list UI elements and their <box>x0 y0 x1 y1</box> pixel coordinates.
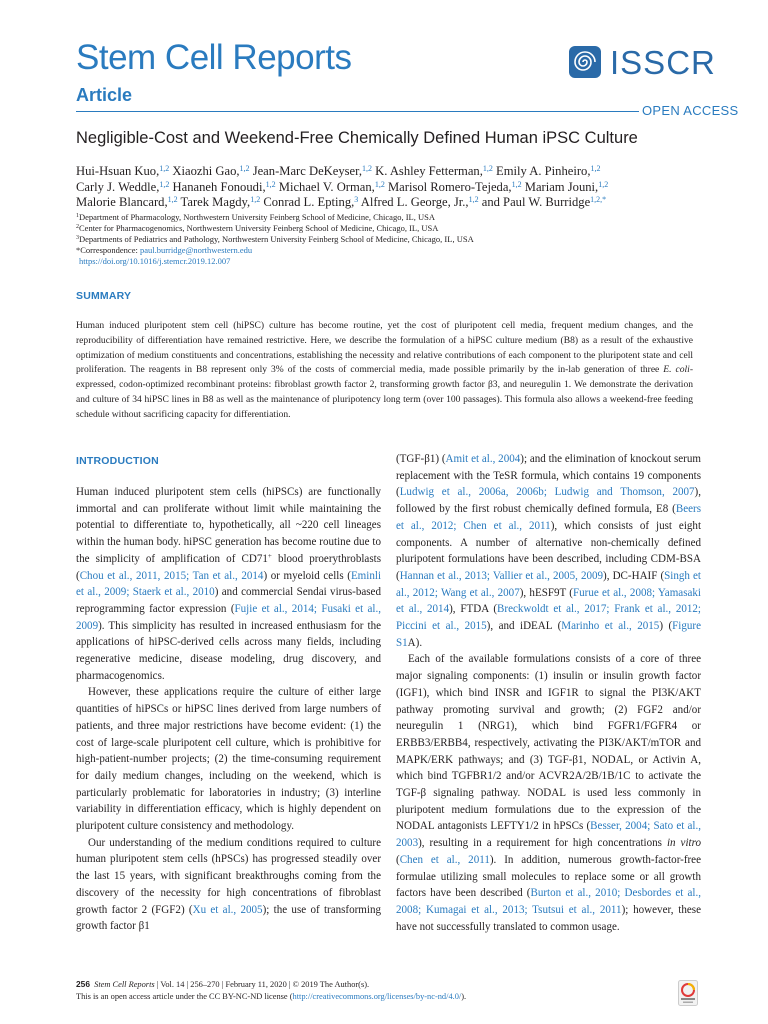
footer-citation: 256 Stem Cell Reports | Vol. 14 | 256–270 | February 11, 2020 | © 2019 The Author(s). <box>76 979 370 989</box>
author-name: Hui-Hsuan Kuo, <box>76 164 160 178</box>
author-name: Marisol Romero-Tejeda, <box>384 179 512 194</box>
doi-link[interactable]: https://doi.org/10.1016/j.stemcr.2019.12.007 <box>79 256 231 266</box>
author-name: Xiaozhi Gao, <box>169 164 240 178</box>
introduction-heading: INTRODUCTION <box>76 455 159 467</box>
author-name: Michael V. Orman, <box>275 179 375 194</box>
ref-link[interactable]: Hannan et al., 2013; Vallier et al., 2005, 2009 <box>399 569 604 582</box>
author-name: K. Ashley Fetterman, <box>371 164 483 178</box>
ref-link[interactable]: Fujie et al., 2014; Fusaki et al., 2009 <box>76 602 382 632</box>
ref-link[interactable]: Chou et al., 2011, 2015; Tan et al., 2014 <box>79 569 264 582</box>
footer-license: This is an open access article under the CC BY-NC-ND license (http://creativecommons.org/licenses/by-nc-nd/4.0/). <box>76 991 467 1001</box>
intro-paragraph-2: However, these applications require the culture of either large quantities of hiPSCs or hiPSC lines derived from large numbers of patients, and three major restrictions have become evident: (1) the cost of large-scale pluripotent cell culture, which is prohibitive for high-patient-number projects; (2) the time-consuming requirement for daily medium changes, including on the weekend, which is particularly problematic for laboratories in industry; (3) interline variability in differentiation efficacy, which is highly dependent on pluripotent culture consistency and methodology. <box>76 686 381 833</box>
author-affiliation-mark: 1,2 <box>598 179 609 189</box>
correspondence <box>76 245 696 256</box>
author-list <box>76 164 696 211</box>
correspondence-email-link[interactable]: paul.burridge@northwestern.edu <box>139 245 253 255</box>
summary-heading-wrap <box>76 290 131 302</box>
affiliations <box>76 212 696 267</box>
ref-link[interactable]: Ludwig et al., 2006a, 2006b; Ludwig and Thomson, 2007 <box>399 486 695 499</box>
author-affiliation-mark: 1,2 <box>250 195 261 205</box>
ref-link[interactable]: Besser, 2004; Sato et al., 2003 <box>396 820 701 850</box>
author-name: Conrad L. Epting, <box>260 195 355 210</box>
article-title: Negligible-Cost and Weekend-Free Chemically Defined Human iPSC Culture <box>76 129 638 147</box>
author-name: and Paul W. Burridge <box>478 195 591 210</box>
ref-link[interactable]: Breckwoldt et al., 2017; Frank et al., 2012; Piccini et al., 2015 <box>396 603 701 633</box>
author-name: Tarek Magdy, <box>177 195 251 210</box>
author-affiliation-mark: 1,2 <box>167 195 178 205</box>
author-name: Carly J. Weddle, <box>76 179 160 194</box>
author-line-2 <box>76 180 696 196</box>
introduction-heading-wrap <box>76 455 159 467</box>
author-affiliation-mark: 1,2 <box>590 164 601 173</box>
article-type: Article <box>76 85 133 105</box>
author-affiliation-mark: 1,2,* <box>590 195 607 205</box>
author-name: Alfred L. George, Jr., <box>358 195 469 210</box>
check-for-updates-icon[interactable] <box>678 980 698 1006</box>
ref-link[interactable]: Singh et al., 2012; Wang et al., 2007 <box>396 569 701 599</box>
license-link[interactable]: http://creativecommons.org/licenses/by-nc-nd/4.0/ <box>292 991 462 1001</box>
author-name: Emily A. Pinheiro, <box>492 164 591 178</box>
left-column <box>76 484 381 935</box>
author-line-3 <box>76 195 696 211</box>
author-affiliation-mark: 1,2 <box>482 164 493 173</box>
ref-link[interactable]: Xu et al., 2005 <box>192 903 263 916</box>
intro-paragraph-3-continued: (TGF-β1) (Amit et al., 2004); and the elimination of knockout serum replacement with the TeSR formula, which contains 19 components (Ludwig et al., 2006a, 2006b; Ludwig and Thomson, 2007), followed by the first robust chemically defined formula, E8 (Beers et al., 2012; Chen et al., 2011), which consists of just eight components. A number of alternative non-chemically defined pluripotent formulations have been described, including CDM-BSA (Hannan et al., 2013; Vallier et al., 2005, 2009), DC-HAIF (Singh et al., 2012; Wang et al., 2007), hESF9T (Furue et al., 2008; Yamasaki et al., 2014), FTDA (Breckwoldt et al., 2017; Frank et al., 2012; Piccini et al., 2015), and iDEAL (Marinho et al., 2015) (Figure S1A). <box>396 453 702 649</box>
ref-link[interactable]: Beers et al., 2012; Chen et al., 2011 <box>396 503 701 532</box>
intro-paragraph-4: Each of the available formulations consists of a core of three major signaling components: (1) insulin or insulin growth factor (IGF1), which bind INSR and IGF1R to signal the PI3K/AKT pathway promoting survival and growth; (2) FGF2 and/or neuregulin 1 (NRG1), which bind FGFR1/FGFR4 or ERBB3/ERBB4, respectively, activating the PI3K/AKT/mTOR and MAPK/ERK pathways; and (3) TGF-β1, NODAL, or Activin A, which bind TGFBR1/2 and/or ACVR2A/2B/1B/1C to activate the TGF-β signaling pathway. NODAL is used less commonly in pluripotent medium formulations due to the expression of the NODAL antagonists LEFTY1/2 in hPSCs (Besser, 2004; Sato et al., 2003), resulting in a requirement for high concentrations in vitro (Chen et al., 2011). In addition, numerous growth-factor-free formulae utilizing small molecules to replace some or all growth factors have been described (Burton et al., 2010; Desbordes et al., 2008; Kumagai et al., 2013; Tsutsui et al., 2011); however, these have not successfully translated to common usage. <box>396 653 701 933</box>
intro-paragraph-1: Human induced pluripotent stem cells (hiPSCs) are functionally immortal and can proliferate without limit while maintaining the potential to differentiate to, hypothetically, all ~220 cell lineages within the human body. hiPSC generation has become routine due to the simplicity of amplification of CD71+ blood proerythroblasts (Chou et al., 2011, 2015; Tan et al., 2014) or myeloid cells (Eminli et al., 2009; Staerk et al., 2010) and commercial Sendai virus-based reprogramming factor expression (Fujie et al., 2014; Fusaki et al., 2009). This simplicity has resulted in increased enthusiasm for the applications of hiPSC-derived cells across many fields, including regenerative medicine, disease modeling, drug discovery, and pharmacogenomics. <box>76 486 382 682</box>
ref-link[interactable]: Chen et al., 2011 <box>399 853 490 866</box>
author-affiliation-mark: 1,2 <box>265 179 276 189</box>
ref-link[interactable]: Eminli et al., 2009; Staerk et al., 2010 <box>76 569 382 599</box>
isscr-logo-text: ISSCR <box>610 43 716 81</box>
author-name: Jean-Marc DeKeyser, <box>249 164 362 178</box>
author-affiliation-mark: 1,2 <box>468 195 479 205</box>
figure-link[interactable]: Figure S1 <box>396 620 701 649</box>
correspondence-label: *Correspondence: <box>76 245 140 255</box>
page-footer <box>76 979 696 1002</box>
author-line-1 <box>76 164 696 180</box>
page-number: 256 <box>76 979 90 989</box>
doi-line <box>76 256 696 267</box>
intro-paragraph-3: Our understanding of the medium conditions required to culture human pluripotent stem cells (hPSCs) has progressed steadily over the last 15 years, with significant breakthroughs coming from the discovery of the necessity for high concentrations of fibroblast growth factor 2 (FGF2) (Xu et al., 2005); the use of transforming growth factor β1 <box>76 836 382 933</box>
author-name: Hananeh Fonoudi, <box>169 179 266 194</box>
affiliation-2: $^2$Center for Pharmacogenomics, Northwestern University Feinberg School of Medicine, Chicago, IL, USA <box>76 223 439 233</box>
affiliation-1: $^1$Department of Pharmacology, Northwestern University Feinberg School of Medicine, Chicago, IL, USA <box>76 212 435 222</box>
open-access-label: OPEN ACCESS <box>642 103 739 118</box>
ref-link[interactable]: Furue et al., 2008; Yamasaki et al., 2014 <box>396 586 701 616</box>
author-affiliation-mark: 3 <box>354 195 359 205</box>
summary-text: Human induced pluripotent stem cell (hiPSC) culture has become routine, yet the cost of pluripotent cell media, frequent medium changes, and the reproducibility of differentiation have remained restrictive. Here, we describe the formulation of a hiPSC culture medium (B8) as a result of the exhaustive optimization of medium constituents and concentrations, establishing the necessity and relative contributions of each component to the pluripotent state and cell proliferation. The reagents in B8 represent only 3% of the costs of commercial media, made possible primarily by the in-lab generation of three E. coli-expressed, codon-optimized recombinant proteins: fibroblast growth factor 2, transforming growth factor β3, and neuregulin 1. We demonstrate the derivation and culture of 34 hiPSC lines in B8 as well as the maintenance of pluripotency long term (over 100 passages). This formula also allows a weekend-free feeding schedule without sacrificing capacity for differentiation. <box>76 320 694 420</box>
footer-journal: Stem Cell Reports <box>94 980 155 989</box>
affiliation-3: $^3$Departments of Pediatrics and Pathology, Northwestern University Feinberg School of Medicine, Chicago, IL, USA <box>76 234 474 244</box>
author-affiliation-mark: 1,2 <box>159 164 170 173</box>
isscr-spiral-icon <box>568 45 602 79</box>
journal-title: Stem Cell Reports <box>76 38 352 77</box>
isscr-logo[interactable] <box>568 44 738 80</box>
author-affiliation-mark: 1,2 <box>361 164 372 173</box>
ref-link[interactable]: Marinho et al., 2015 <box>561 620 660 633</box>
author-affiliation-mark: 1,2 <box>239 164 250 173</box>
author-affiliation-mark: 1,2 <box>374 179 385 189</box>
author-name: Mariam Jouni, <box>521 179 599 194</box>
author-name: Malorie Blancard, <box>76 195 168 210</box>
summary-heading: SUMMARY <box>76 290 132 302</box>
header-rule <box>76 111 639 112</box>
author-affiliation-mark: 1,2 <box>511 179 522 189</box>
author-affiliation-mark: 1,2 <box>159 179 170 189</box>
ref-link[interactable]: Burton et al., 2010; Desbordes et al., 2008; Kumagai et al., 2013; Tsutsui et al., 2011 <box>396 887 701 916</box>
ref-link[interactable]: Amit et al., 2004 <box>445 453 521 465</box>
right-column <box>396 451 701 935</box>
